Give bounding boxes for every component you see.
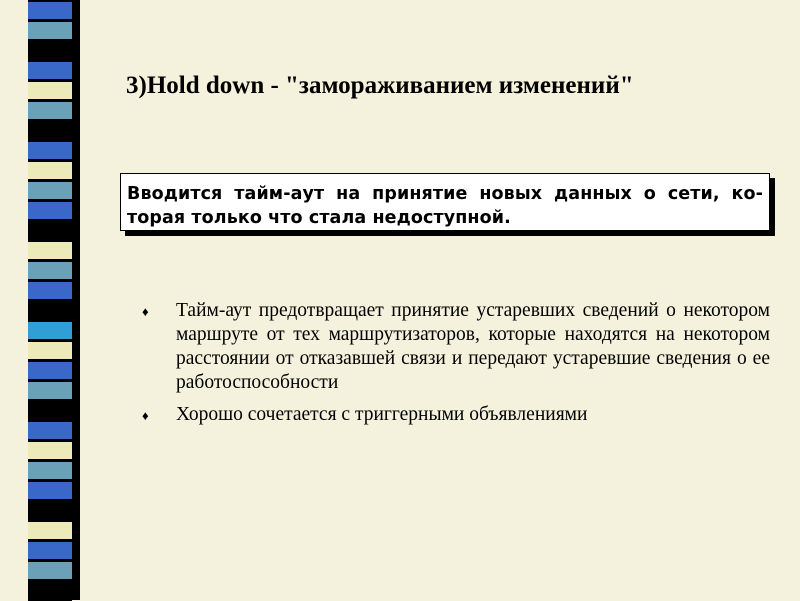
decorative-stripe	[28, 520, 72, 541]
bullet-text: Тайм-аут предотвращает принятие устаревших сведений о некотором маршруте от тех маршрутизаторов, которые находятся на некотором расстоянии от отказавшей связи и передают устаревшие сведения о ее работоспособности	[176, 300, 770, 393]
bullet-text: Хорошо сочетается с триггерными объявлениями	[176, 404, 588, 425]
decorative-stripe	[28, 0, 72, 21]
decorative-stripe	[28, 360, 72, 381]
decorative-stripe	[28, 220, 72, 241]
callout-box: Вводится тайм-аут на принятие новых данных о сети, ко-торая только что стала недоступной.	[120, 173, 770, 231]
page-title: 3)Hold down - "замораживанием изменений"	[126, 72, 634, 99]
bullet-item	[140, 299, 770, 395]
decorative-stripe	[28, 160, 72, 181]
decorative-stripe	[28, 340, 72, 361]
decorative-stripe	[28, 280, 72, 301]
decorative-stripe	[28, 420, 72, 441]
decorative-stripe	[28, 540, 72, 561]
decorative-stripe	[28, 380, 72, 401]
decorative-stripe	[28, 120, 72, 141]
decorative-stripe-band	[28, 0, 80, 600]
decorative-stripe	[28, 200, 72, 221]
decorative-stripe	[28, 480, 72, 501]
decorative-stripe	[28, 460, 72, 481]
decorative-stripe	[28, 400, 72, 421]
decorative-stripe	[28, 60, 72, 81]
bullet-list	[140, 299, 770, 435]
bullet-item	[140, 403, 770, 427]
decorative-stripe	[28, 560, 72, 581]
decorative-stripe	[28, 320, 72, 341]
decorative-stripe	[28, 100, 72, 121]
diamond-bullet-icon: ♦	[142, 304, 149, 319]
decorative-stripe	[28, 500, 72, 521]
decorative-stripe	[28, 40, 72, 61]
decorative-stripe	[28, 80, 72, 101]
decorative-stripe	[28, 260, 72, 281]
decorative-stripe	[28, 300, 72, 321]
decorative-stripe	[28, 580, 72, 601]
decorative-stripe	[28, 20, 72, 41]
decorative-stripe	[28, 440, 72, 461]
decorative-stripe	[28, 240, 72, 261]
decorative-stripe	[28, 180, 72, 201]
decorative-stripe	[28, 140, 72, 161]
diamond-bullet-icon: ♦	[142, 408, 149, 423]
